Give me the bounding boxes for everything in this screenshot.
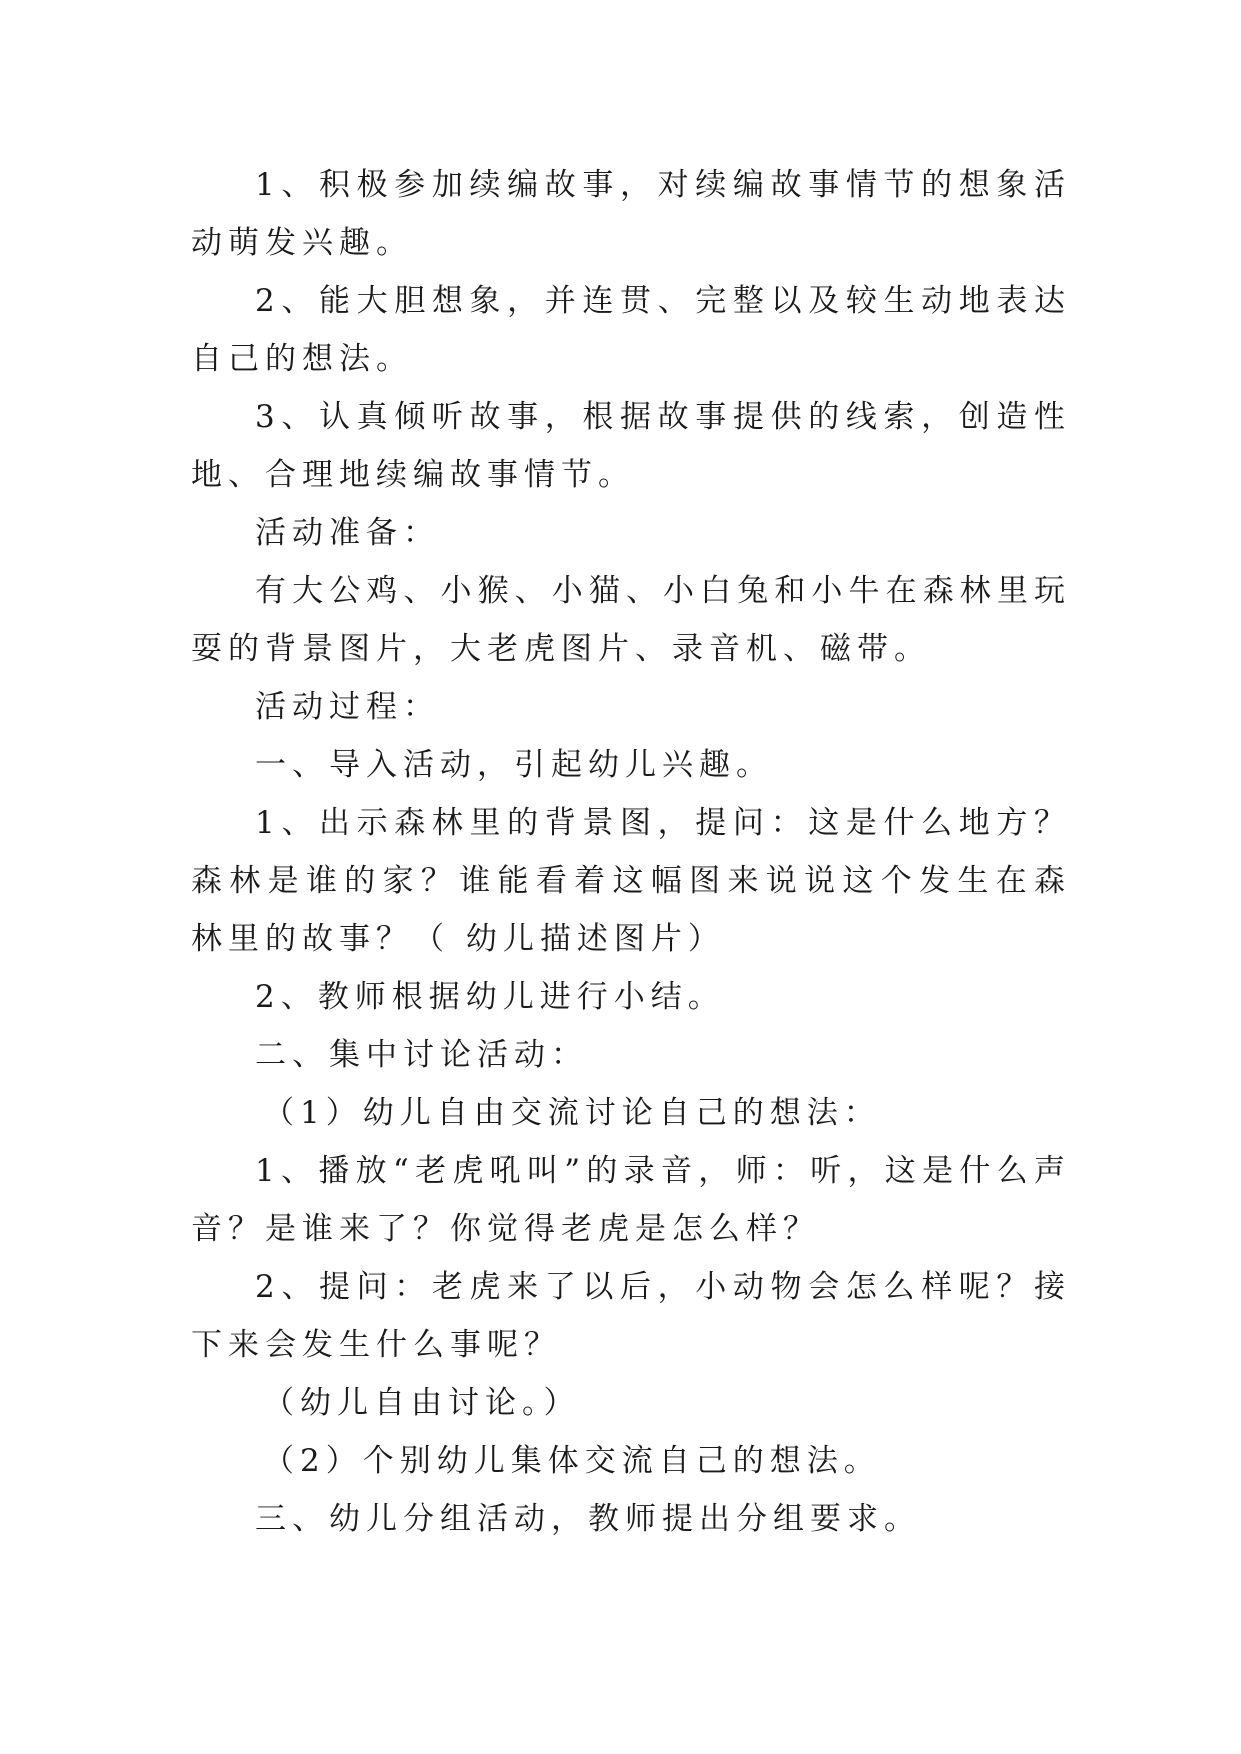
- step-2-item-2: 2、提问：老虎来了以后，小动物会怎么样呢？接下来会发生什么事呢？: [191, 1269, 1071, 1363]
- step-1-item-2: 2、教师根据幼儿进行小结。: [255, 979, 725, 1015]
- goal-1-paragraph: 1、积极参加续编故事，对续编故事情节的想象活动萌发兴趣。: [191, 167, 1071, 261]
- goal-3-paragraph: 3、认真倾听故事，根据故事提供的线索，创造性地、合理地续编故事情节。: [191, 399, 1071, 493]
- step-2-sub-1: （1）幼儿自由交流讨论自己的想法：: [263, 1095, 881, 1131]
- step-2-note: （幼儿自由讨论。）: [263, 1385, 581, 1421]
- goal-2-paragraph: 2、能大胆想象，并连贯、完整以及较生动地表达自己的想法。: [191, 283, 1071, 377]
- step-2-sub-2: （2）个别幼儿集体交流自己的想法。: [263, 1443, 881, 1479]
- step-1-item-1: 1、出示森林里的背景图，提问：这是什么地方？森林是谁的家？谁能看着这幅图来说说这个发生在森林里的故事？（ 幼儿描述图片）: [191, 805, 1071, 957]
- preparation-paragraph: 有大公鸡、小猴、小猫、小白兔和小牛在森林里玩耍的背景图片，大老虎图片、录音机、磁带。: [191, 573, 1071, 667]
- step-1-heading: 一、导入活动，引起幼儿兴趣。: [255, 747, 773, 783]
- document-body: [191, 156, 1071, 1548]
- preparation-heading: 活动准备：: [255, 515, 440, 551]
- step-3-heading: 三、幼儿分组活动，教师提出分组要求。: [255, 1501, 921, 1537]
- process-heading: 活动过程：: [255, 689, 440, 725]
- step-2-heading: 二、集中讨论活动：: [255, 1037, 588, 1073]
- step-2-item-1: 1、播放“老虎吼叫”的录音，师：听，这是什么声音？是谁来了？你觉得老虎是怎么样？: [191, 1153, 1071, 1247]
